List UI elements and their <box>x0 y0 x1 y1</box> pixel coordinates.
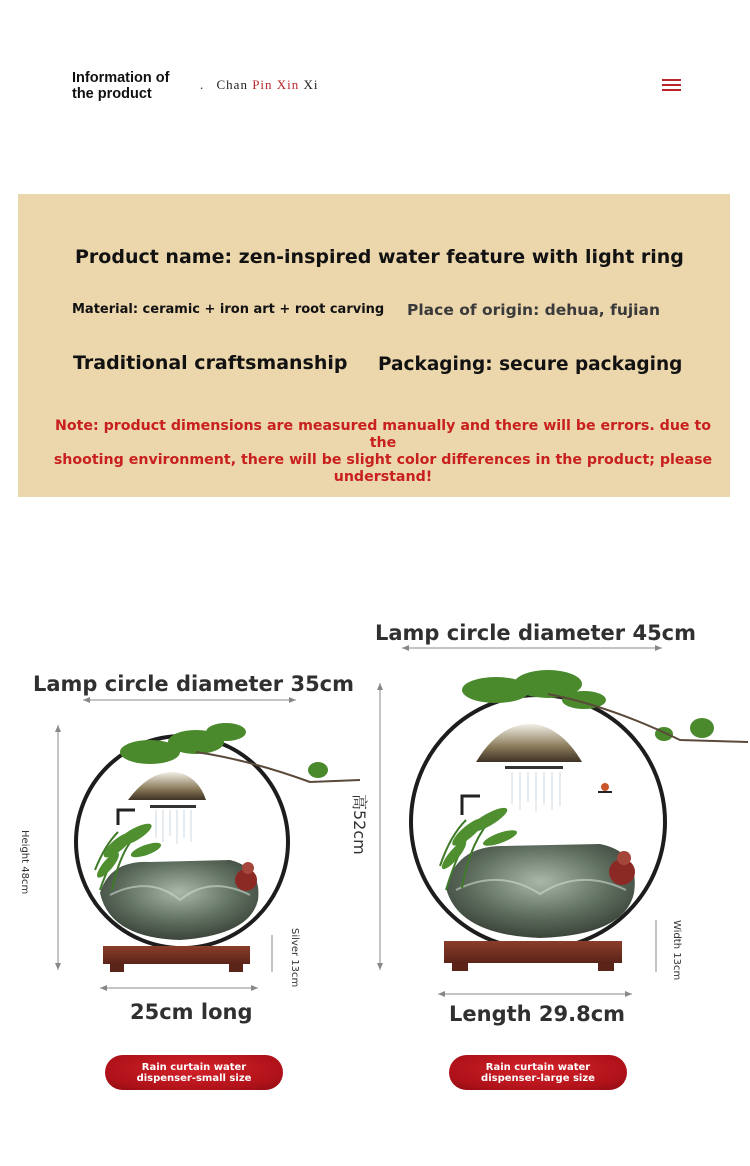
product-material: Material: ceramic + iron art + root carving <box>72 302 385 317</box>
small-water-feature-image <box>55 697 360 991</box>
product-name: Product name: zen-inspired water feature with light ring <box>75 246 684 268</box>
small-lamp-diameter-label: Lamp circle diameter 35cm <box>33 672 355 696</box>
pinyin-dot: . <box>200 77 205 92</box>
small-side-label: Silver 13cm <box>289 928 300 988</box>
small-size-button[interactable]: Rain curtain water dispenser-small size <box>105 1055 283 1090</box>
large-height-label: 高52cm <box>350 794 369 855</box>
packaging: Packaging: secure packaging <box>378 354 683 375</box>
large-water-feature-image <box>377 645 748 997</box>
place-of-origin: Place of origin: dehua, fujian <box>407 301 660 319</box>
pinyin-pin: Pin <box>252 77 273 92</box>
large-length-label: Length 29.8cm <box>449 1002 626 1026</box>
note-line3: understand! <box>333 469 433 485</box>
large-size-button[interactable]: Rain curtain water dispenser-large size <box>449 1055 627 1090</box>
large-width-label: Width 13cm <box>671 920 682 981</box>
note-line2: shooting environment, there will be slight color differences in the product; please <box>53 452 713 468</box>
pinyin-xi: Xi <box>303 77 319 92</box>
craftsmanship: Traditional craftsmanship <box>73 352 348 374</box>
note-line1: Note: product dimensions are measured manually and there will be errors. due to the <box>54 418 712 451</box>
small-length-label: 25cm long <box>130 1000 253 1024</box>
small-height-label: Height 48cm <box>19 830 30 895</box>
pinyin-xin: Xin <box>276 77 300 92</box>
large-lamp-diameter-label: Lamp circle diameter 45cm <box>375 621 697 645</box>
section-title-line2: the product <box>72 86 152 102</box>
pinyin-chan: Chan <box>216 77 248 92</box>
section-title-line1: Information of <box>72 70 170 86</box>
